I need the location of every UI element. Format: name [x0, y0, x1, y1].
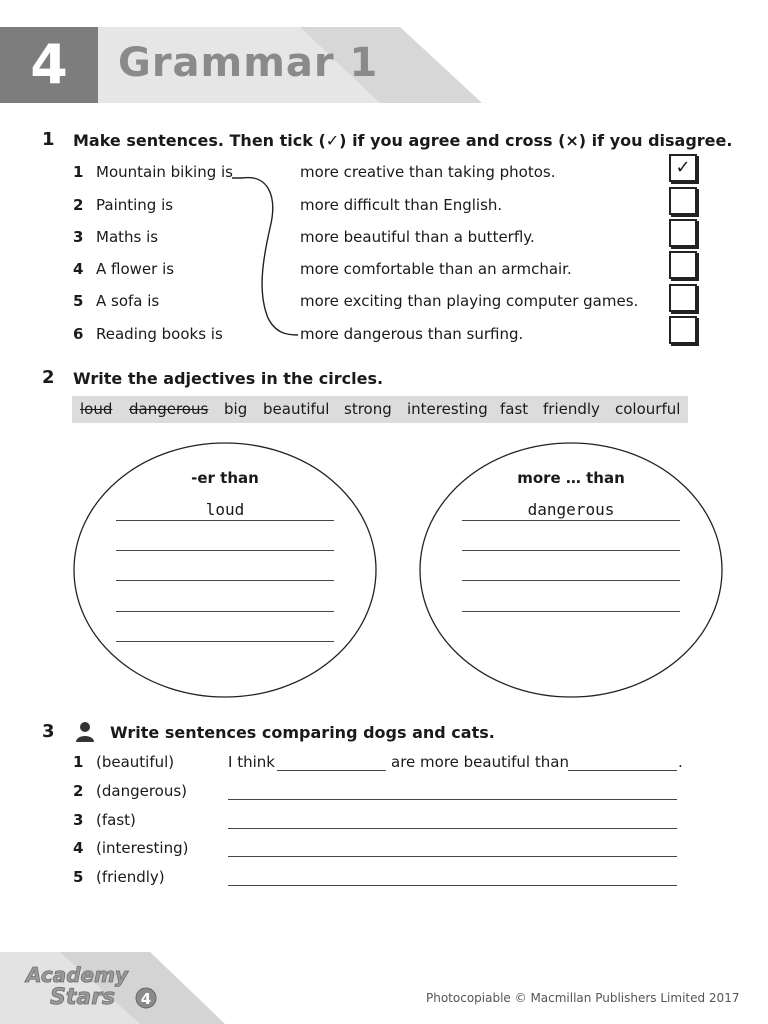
answer-line[interactable]: [228, 885, 677, 886]
academy-stars-logo: [22, 960, 162, 1012]
ex1-right-phrase: more exciting than playing computer games.: [300, 292, 639, 310]
ex1-left-phrase: A sofa is: [96, 292, 160, 310]
word-bank-item: beautiful: [263, 400, 330, 418]
ex1-left-phrase: Mountain biking is: [96, 163, 233, 181]
word-bank-item: fast: [500, 400, 529, 418]
ex1-right-phrase: more dangerous than surfing.: [300, 325, 524, 343]
exercise-1-instruction: Make sentences. Then tick (✓) if you agree and cross (×) if you disagree.: [73, 131, 733, 150]
answer-line[interactable]: [116, 641, 334, 642]
ex1-left-phrase: Painting is: [96, 196, 174, 214]
logo-word-stars: Stars: [50, 985, 116, 1010]
exercise-3-number: 3: [42, 721, 55, 742]
word-bank-item: dangerous: [129, 400, 209, 418]
answer-line: [462, 520, 680, 521]
answer-line[interactable]: [228, 828, 677, 829]
answer-line[interactable]: [116, 550, 334, 551]
exercise-2-number: 2: [42, 367, 55, 388]
ex1-row-number: 6: [73, 325, 84, 343]
ex1-row-number: 1: [73, 163, 84, 181]
ex3-item-number: 4: [73, 839, 84, 857]
pair-work-icon: [76, 722, 94, 742]
exercise-1-number: 1: [42, 129, 55, 150]
copyright-credit: Photocopiable © Macmillan Publishers Limited 2017: [426, 991, 740, 1005]
word-bank-item: friendly: [543, 400, 600, 418]
agree-checkbox[interactable]: [669, 316, 697, 344]
more-than-example: dangerous: [527, 500, 615, 519]
exercise-2-instruction: Write the adjectives in the circles.: [73, 369, 384, 388]
er-than-example: loud: [205, 500, 245, 519]
agree-checkbox[interactable]: [669, 219, 697, 247]
agree-checkbox[interactable]: [669, 251, 697, 279]
ex1-left-phrase: Maths is: [96, 228, 159, 246]
ex3-cue: (fast): [96, 811, 136, 829]
ex1-right-phrase: more beautiful than a butterfly.: [300, 228, 535, 246]
word-bank-item: loud: [80, 400, 113, 418]
example-match-line: [228, 168, 303, 340]
answer-line[interactable]: [568, 770, 677, 771]
logo-word-academy: Academy: [26, 963, 128, 987]
answer-line[interactable]: [462, 611, 680, 612]
ex3-example-part2: are more beautiful than: [391, 753, 569, 771]
ex1-row-number: 3: [73, 228, 84, 246]
ex1-right-phrase: more creative than taking photos.: [300, 163, 556, 181]
ex3-example-part1: I think: [228, 753, 275, 771]
word-bank-item: interesting: [407, 400, 488, 418]
ex3-item-number: 3: [73, 811, 84, 829]
ex3-item-number: 1: [73, 753, 84, 771]
agree-checkbox[interactable]: [669, 187, 697, 215]
answer-line[interactable]: [462, 580, 680, 581]
answer-line[interactable]: [116, 580, 334, 581]
answer-line[interactable]: [228, 856, 677, 857]
page-title: Grammar 1: [118, 40, 379, 86]
answer-line[interactable]: [116, 611, 334, 612]
ex3-example-part3: .: [678, 753, 683, 771]
ex3-cue: (interesting): [96, 839, 189, 857]
answer-line[interactable]: [277, 770, 386, 771]
ex1-right-phrase: more difficult than English.: [300, 196, 503, 214]
ex1-row-number: 5: [73, 292, 84, 310]
ex3-item-number: 5: [73, 868, 84, 886]
ex1-row-number: 2: [73, 196, 84, 214]
word-bank-item: colourful: [615, 400, 681, 418]
ex3-cue: (dangerous): [96, 782, 188, 800]
ex1-left-phrase: Reading books is: [96, 325, 223, 343]
unit-number: 4: [0, 27, 98, 103]
ex1-left-phrase: A flower is: [96, 260, 175, 278]
ex3-cue: (friendly): [96, 868, 165, 886]
ex3-item-number: 2: [73, 782, 84, 800]
agree-checkbox[interactable]: ✓: [669, 154, 697, 182]
logo-level: 4: [140, 990, 152, 1008]
answer-line[interactable]: [462, 550, 680, 551]
er-than-heading: -er than: [191, 469, 259, 487]
more-than-heading: more … than: [517, 469, 625, 487]
answer-line[interactable]: [228, 799, 677, 800]
word-bank-item: strong: [344, 400, 392, 418]
word-bank-item: big: [224, 400, 248, 418]
answer-line: [116, 520, 334, 521]
ex3-cue: (beautiful): [96, 753, 175, 771]
exercise-3-instruction: Write sentences comparing dogs and cats.: [110, 723, 495, 742]
ex1-right-phrase: more comfortable than an armchair.: [300, 260, 572, 278]
agree-checkbox[interactable]: [669, 284, 697, 312]
ex1-row-number: 4: [73, 260, 84, 278]
